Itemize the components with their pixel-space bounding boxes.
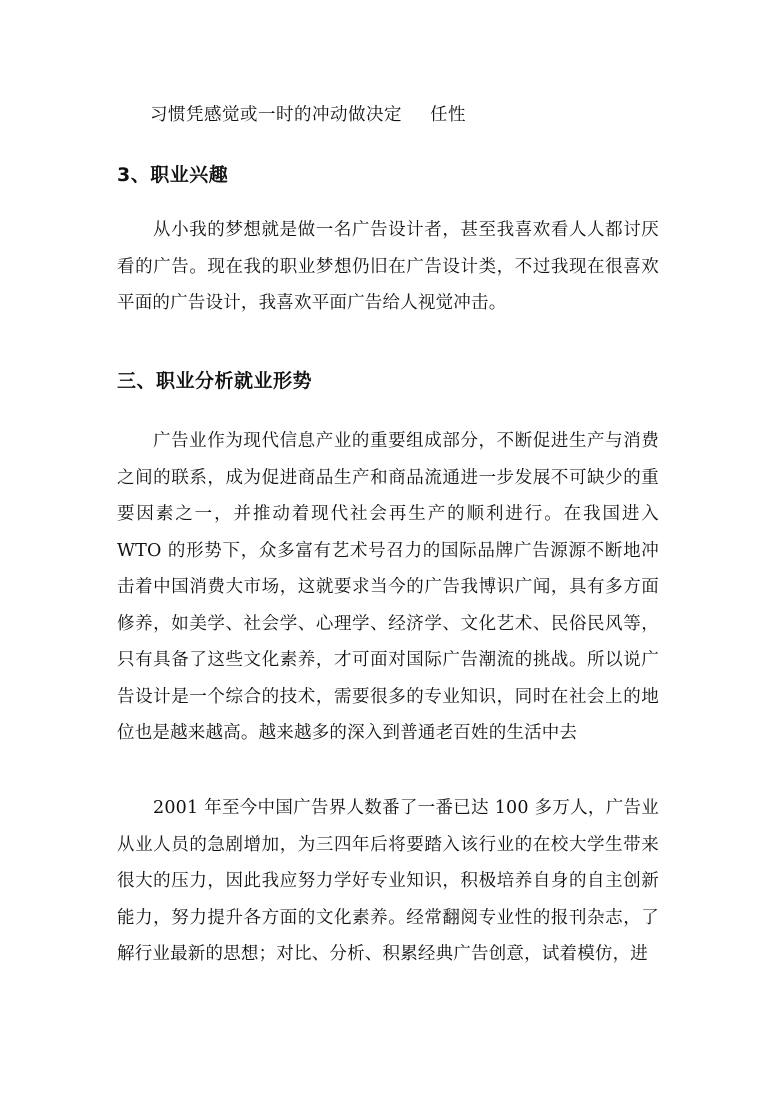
section-heading-career-interest: 3、职业兴趣 (117, 164, 229, 186)
paragraph-industry-growth: 2001 年至今中国广告界人数番了一番已达 100 多万人，广告业从业人员的急剧增加，为三四年后将要踏入该行业的在校大学生带来很大的压力，因此我应努力学好专业知识，积极培养自身的自主创新能力，努力提升各方面的文化素养。经常翻阅专业性的报刊杂志，了解行业最新的思想；对比、分析、积累经典广告创意，试着模仿，进 (117, 798, 659, 964)
trait-note-left: 习惯凭感觉或一时的冲动做决定 (150, 105, 402, 125)
trait-note-line (150, 101, 466, 126)
paragraph-industry-overview: 广告业作为现代信息产业的重要组成部分，不断促进生产与消费之间的联系，成为促进商品生产和商品流通进一步发展不可缺少的重要因素之一，并推动着现代社会再生产的顺利进行。在我国进入 WTO 的形势下，众多富有艺术号召力的国际品牌广告源源不断地冲击着中国消费大市场，这就要求当今的广告我博识广闻，具有多方面修养，如美学、社会学、心理学、经济学、文化艺术、民俗民风等，只有具备了这些文化素养，才可面对国际广告潮流的挑战。所以说广告设计是一个综合的技术，需要很多的专业知识，同时在社会上的地位也是越来越高。越来越多的深入到普通老百姓的生活中去 (117, 431, 659, 743)
trait-note-right: 任性 (430, 105, 466, 125)
section-heading-employment-analysis: 三、职业分析就业形势 (117, 370, 313, 392)
paragraph-career-interest: 从小我的梦想就是做一名广告设计者，甚至我喜欢看人人都讨厌看的广告。现在我的职业梦想仍旧在广告设计类，不过我现在很喜欢平面的广告设计，我喜欢平面广告给人视觉冲击。 (117, 220, 659, 313)
